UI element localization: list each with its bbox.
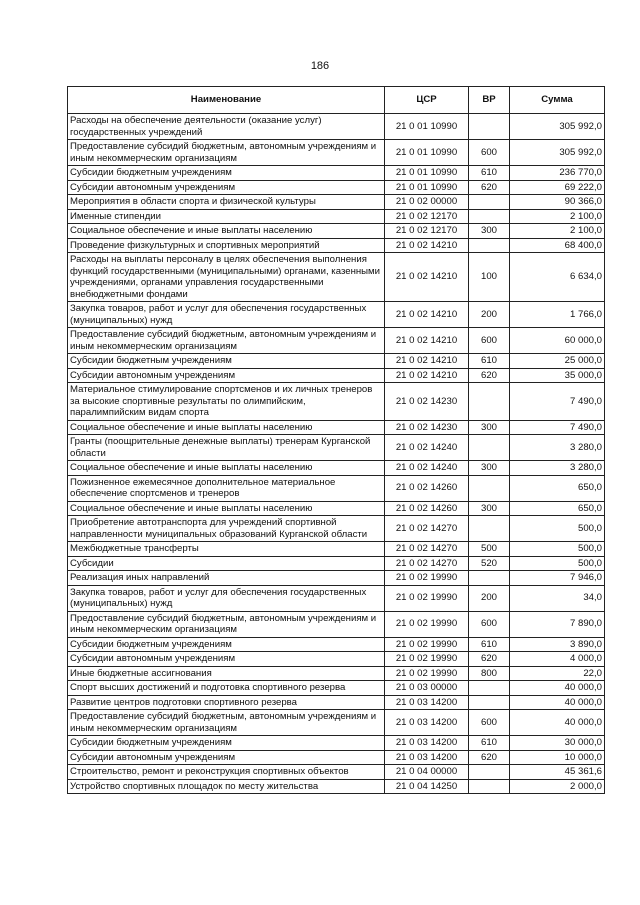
row-csr-cell: 21 0 03 14200 [385,750,469,765]
row-name-cell: Гранты (поощрительные денежные выплаты) тренерам Курганской области [68,435,385,461]
table-row [68,302,605,328]
row-sum-cell: 90 366,0 [510,195,605,210]
row-sum-cell: 40 000,0 [510,681,605,696]
table-row [68,475,605,501]
row-name-cell: Социальное обеспечение и иные выплаты населению [68,501,385,516]
table-row [68,710,605,736]
row-csr-cell: 21 0 01 10990 [385,114,469,140]
table-row [68,209,605,224]
row-vr-cell: 300 [469,501,510,516]
row-sum-cell: 34,0 [510,585,605,611]
table-row [68,435,605,461]
table-body [68,114,605,794]
row-csr-cell: 21 0 04 00000 [385,765,469,780]
row-vr-cell: 500 [469,542,510,557]
row-sum-cell: 30 000,0 [510,736,605,751]
page-number: 186 [310,60,330,72]
row-sum-cell: 650,0 [510,501,605,516]
row-csr-cell: 21 0 02 19990 [385,611,469,637]
row-sum-cell: 35 000,0 [510,368,605,383]
row-vr-cell: 300 [469,224,510,239]
row-name-cell: Закупка товаров, работ и услуг для обеспечения государственных (муниципальных) нужд [68,302,385,328]
row-vr-cell [469,383,510,421]
row-vr-cell [469,195,510,210]
row-sum-cell: 7 946,0 [510,571,605,586]
row-csr-cell: 21 0 02 14210 [385,368,469,383]
row-vr-cell: 200 [469,585,510,611]
table-row [68,542,605,557]
row-sum-cell: 68 400,0 [510,238,605,253]
row-vr-cell: 620 [469,652,510,667]
header-sum: Сумма [510,87,605,114]
row-vr-cell [469,695,510,710]
table-row [68,556,605,571]
row-vr-cell: 600 [469,710,510,736]
table-row [68,666,605,681]
header-name: Наименование [68,87,385,114]
row-vr-cell [469,475,510,501]
row-vr-cell: 100 [469,253,510,302]
row-sum-cell: 2 100,0 [510,209,605,224]
row-name-cell: Субсидии бюджетным учреждениям [68,736,385,751]
row-name-cell: Именные стипендии [68,209,385,224]
row-vr-cell [469,435,510,461]
table-row [68,681,605,696]
row-csr-cell: 21 0 02 14260 [385,501,469,516]
row-vr-cell [469,114,510,140]
row-name-cell: Социальное обеспечение и иные выплаты населению [68,461,385,476]
row-csr-cell: 21 0 02 14210 [385,238,469,253]
table-row [68,571,605,586]
row-sum-cell: 500,0 [510,542,605,557]
row-sum-cell: 6 634,0 [510,253,605,302]
row-csr-cell: 21 0 02 14230 [385,383,469,421]
row-sum-cell: 3 280,0 [510,435,605,461]
row-sum-cell: 650,0 [510,475,605,501]
table-row [68,140,605,166]
row-sum-cell: 22,0 [510,666,605,681]
row-csr-cell: 21 0 03 14200 [385,710,469,736]
row-vr-cell [469,681,510,696]
row-name-cell: Расходы на обеспечение деятельности (оказание услуг) государственных учреждений [68,114,385,140]
table-row [68,354,605,369]
row-name-cell: Субсидии [68,556,385,571]
row-vr-cell [469,516,510,542]
row-sum-cell: 40 000,0 [510,695,605,710]
table-row [68,383,605,421]
row-csr-cell: 21 0 02 14240 [385,461,469,476]
row-csr-cell: 21 0 01 10990 [385,180,469,195]
table-row [68,736,605,751]
table-row [68,166,605,181]
table-row [68,779,605,794]
row-name-cell: Устройство спортивных площадок по месту жительства [68,779,385,794]
row-name-cell: Спорт высших достижений и подготовка спортивного резерва [68,681,385,696]
row-name-cell: Материальное стимулирование спортсменов и их личных тренеров за высокие спортивные результаты по олимпийским, паралимпийским видам спорта [68,383,385,421]
row-sum-cell: 25 000,0 [510,354,605,369]
table-row [68,461,605,476]
table-row [68,195,605,210]
row-sum-cell: 69 222,0 [510,180,605,195]
row-sum-cell: 45 361,6 [510,765,605,780]
row-vr-cell: 600 [469,328,510,354]
row-sum-cell: 500,0 [510,556,605,571]
row-name-cell: Строительство, ремонт и реконструкция спортивных объектов [68,765,385,780]
row-csr-cell: 21 0 02 19990 [385,585,469,611]
table-row [68,224,605,239]
row-csr-cell: 21 0 02 00000 [385,195,469,210]
row-csr-cell: 21 0 02 14270 [385,542,469,557]
row-csr-cell: 21 0 02 12170 [385,224,469,239]
table-row [68,611,605,637]
row-vr-cell: 300 [469,461,510,476]
row-sum-cell: 2 000,0 [510,779,605,794]
row-sum-cell: 305 992,0 [510,114,605,140]
row-csr-cell: 21 0 02 14240 [385,435,469,461]
table-row [68,238,605,253]
row-vr-cell: 610 [469,637,510,652]
row-csr-cell: 21 0 03 00000 [385,681,469,696]
row-sum-cell: 3 890,0 [510,637,605,652]
row-vr-cell: 620 [469,368,510,383]
row-vr-cell: 600 [469,140,510,166]
row-csr-cell: 21 0 02 14210 [385,354,469,369]
table-row [68,765,605,780]
row-csr-cell: 21 0 02 14210 [385,328,469,354]
table-row [68,328,605,354]
row-sum-cell: 1 766,0 [510,302,605,328]
row-vr-cell: 520 [469,556,510,571]
row-sum-cell: 2 100,0 [510,224,605,239]
table-row [68,516,605,542]
row-vr-cell [469,779,510,794]
row-name-cell: Субсидии автономным учреждениям [68,180,385,195]
row-name-cell: Приобретение автотранспорта для учреждений спортивной направленности муниципальных образований Курганской области [68,516,385,542]
header-csr: ЦСР [385,87,469,114]
row-vr-cell [469,571,510,586]
row-name-cell: Субсидии бюджетным учреждениям [68,637,385,652]
row-csr-cell: 21 0 01 10990 [385,140,469,166]
table-row [68,585,605,611]
row-vr-cell: 600 [469,611,510,637]
row-sum-cell: 7 490,0 [510,420,605,435]
table-row [68,501,605,516]
row-csr-cell: 21 0 02 14260 [385,475,469,501]
row-name-cell: Субсидии автономным учреждениям [68,652,385,667]
row-csr-cell: 21 0 02 19990 [385,637,469,652]
row-name-cell: Предоставление субсидий бюджетным, автономным учреждениям и иным некоммерческим организациям [68,140,385,166]
row-name-cell: Закупка товаров, работ и услуг для обеспечения государственных (муниципальных) нужд [68,585,385,611]
row-sum-cell: 4 000,0 [510,652,605,667]
row-csr-cell: 21 0 02 14270 [385,556,469,571]
row-sum-cell: 7 490,0 [510,383,605,421]
row-csr-cell: 21 0 02 14270 [385,516,469,542]
row-vr-cell: 800 [469,666,510,681]
budget-table [67,86,605,794]
row-name-cell: Субсидии бюджетным учреждениям [68,354,385,369]
row-name-cell: Социальное обеспечение и иные выплаты населению [68,224,385,239]
table-row [68,695,605,710]
row-csr-cell: 21 0 03 14200 [385,695,469,710]
table-row [68,114,605,140]
row-vr-cell: 620 [469,750,510,765]
row-sum-cell: 236 770,0 [510,166,605,181]
row-vr-cell: 200 [469,302,510,328]
row-csr-cell: 21 0 02 14230 [385,420,469,435]
table-row [68,652,605,667]
row-csr-cell: 21 0 02 12170 [385,209,469,224]
row-name-cell: Предоставление субсидий бюджетным, автономным учреждениям и иным некоммерческим организациям [68,328,385,354]
row-csr-cell: 21 0 02 14210 [385,302,469,328]
row-name-cell: Субсидии бюджетным учреждениям [68,166,385,181]
row-name-cell: Межбюджетные трансферты [68,542,385,557]
row-vr-cell [469,765,510,780]
row-name-cell: Предоставление субсидий бюджетным, автономным учреждениям и иным некоммерческим организациям [68,710,385,736]
row-vr-cell: 610 [469,736,510,751]
row-name-cell: Предоставление субсидий бюджетным, автономным учреждениям и иным некоммерческим организациям [68,611,385,637]
row-sum-cell: 10 000,0 [510,750,605,765]
row-sum-cell: 40 000,0 [510,710,605,736]
row-sum-cell: 305 992,0 [510,140,605,166]
row-vr-cell [469,238,510,253]
row-csr-cell: 21 0 02 19990 [385,652,469,667]
row-vr-cell: 300 [469,420,510,435]
row-csr-cell: 21 0 01 10990 [385,166,469,181]
row-name-cell: Развитие центров подготовки спортивного резерва [68,695,385,710]
row-name-cell: Мероприятия в области спорта и физической культуры [68,195,385,210]
row-name-cell: Субсидии автономным учреждениям [68,368,385,383]
header-vr: ВР [469,87,510,114]
row-name-cell: Пожизненное ежемесячное дополнительное материальное обеспечение спортсменов и тренеров [68,475,385,501]
table-row [68,253,605,302]
row-csr-cell: 21 0 02 19990 [385,571,469,586]
row-name-cell: Проведение физкультурных и спортивных мероприятий [68,238,385,253]
row-name-cell: Иные бюджетные ассигнования [68,666,385,681]
row-sum-cell: 60 000,0 [510,328,605,354]
row-name-cell: Расходы на выплаты персоналу в целях обеспечения выполнения функций государственными (муниципальными) органами, казенными учреждениями, органами управления государственными внебюджетными фондами [68,253,385,302]
table-row [68,637,605,652]
row-csr-cell: 21 0 02 19990 [385,666,469,681]
table-row [68,420,605,435]
row-csr-cell: 21 0 03 14200 [385,736,469,751]
table-row [68,180,605,195]
row-vr-cell [469,209,510,224]
row-sum-cell: 3 280,0 [510,461,605,476]
row-name-cell: Реализация иных направлений [68,571,385,586]
row-sum-cell: 7 890,0 [510,611,605,637]
row-name-cell: Социальное обеспечение и иные выплаты населению [68,420,385,435]
row-csr-cell: 21 0 02 14210 [385,253,469,302]
row-name-cell: Субсидии автономным учреждениям [68,750,385,765]
table-row [68,368,605,383]
table-row [68,750,605,765]
row-vr-cell: 610 [469,354,510,369]
row-sum-cell: 500,0 [510,516,605,542]
row-vr-cell: 610 [469,166,510,181]
table-header-row [68,87,605,114]
row-csr-cell: 21 0 04 14250 [385,779,469,794]
row-vr-cell: 620 [469,180,510,195]
